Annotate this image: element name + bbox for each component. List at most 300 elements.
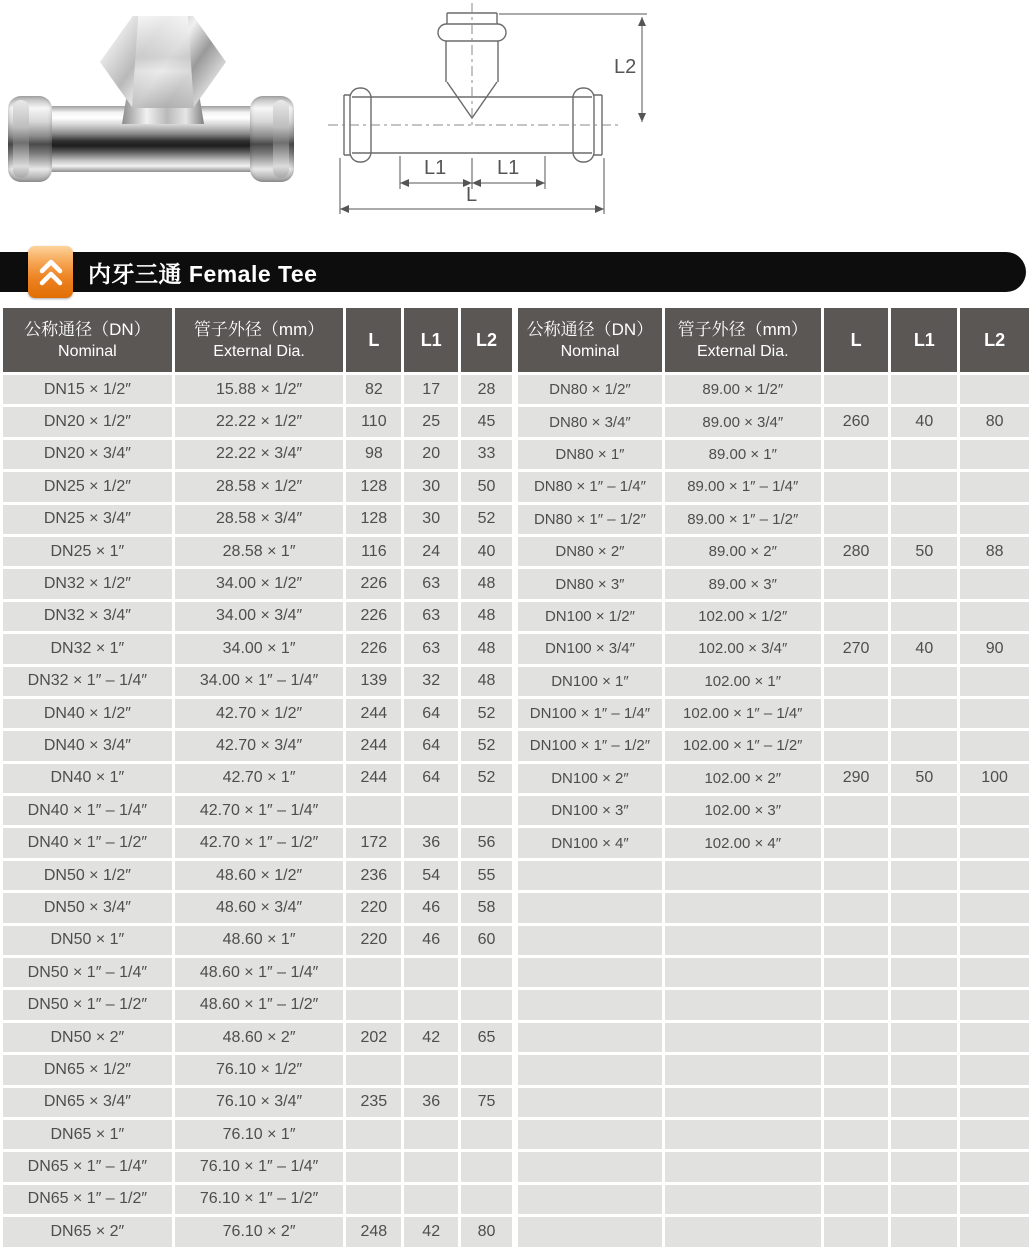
table-cell: [960, 602, 1029, 631]
table-row: [3, 1217, 512, 1246]
table-row: [3, 1023, 512, 1052]
table-cell: 172: [346, 828, 401, 857]
table-cell: [824, 828, 889, 857]
table-cell: [346, 958, 401, 987]
table-row: [518, 1152, 1029, 1181]
table-cell: [891, 699, 957, 728]
table-cell: [960, 828, 1029, 857]
table-cell: DN32 × 1/2″: [3, 569, 172, 598]
table-cell: [824, 472, 889, 501]
table-cell: [461, 1055, 512, 1084]
table-cell: [960, 731, 1029, 760]
table-row: [3, 1185, 512, 1214]
table-cell: [960, 1088, 1029, 1117]
table-row: [518, 440, 1029, 469]
table-cell: [824, 375, 889, 404]
table-cell: 28.58 × 1″: [175, 537, 344, 566]
table-cell: 48.60 × 1/2″: [175, 861, 344, 890]
table-row: [518, 1217, 1029, 1246]
table-cell: 28: [461, 375, 512, 404]
table-cell: [824, 1023, 889, 1052]
table-cell: 75: [461, 1088, 512, 1117]
table-cell: DN32 × 3/4″: [3, 602, 172, 631]
table-cell: [665, 1217, 821, 1246]
table-cell: 58: [461, 893, 512, 922]
table-row: [518, 1055, 1029, 1084]
table-cell: [824, 926, 889, 955]
table-cell: DN100 × 4″: [518, 828, 662, 857]
table-cell: 48: [461, 667, 512, 696]
table-cell: 48: [461, 569, 512, 598]
table-cell: 76.10 × 2″: [175, 1217, 344, 1246]
table-cell: [824, 1120, 889, 1149]
table-cell: DN50 × 2″: [3, 1023, 172, 1052]
table-cell: 32: [404, 667, 458, 696]
table-row: [3, 602, 512, 631]
table-row: [3, 764, 512, 793]
dimension-label-l: L: [466, 184, 478, 206]
table-cell: [960, 990, 1029, 1019]
table-cell: [960, 375, 1029, 404]
table-row: [3, 440, 512, 469]
table-cell: 50: [891, 764, 957, 793]
table-cell: DN100 × 3″: [518, 796, 662, 825]
table-cell: [824, 1185, 889, 1214]
table-row: [3, 537, 512, 566]
table-cell: [960, 699, 1029, 728]
table-cell: 48.60 × 3/4″: [175, 893, 344, 922]
table-cell: [518, 1055, 662, 1084]
table-cell: [891, 1152, 957, 1181]
table-cell: DN80 × 3″: [518, 569, 662, 598]
table-cell: [960, 1185, 1029, 1214]
table-cell: 89.00 × 2″: [665, 537, 821, 566]
table-cell: 98: [346, 440, 401, 469]
table-cell: 102.00 × 2″: [665, 764, 821, 793]
column-header: 管子外径（mm） External Dia.: [175, 308, 344, 372]
table-cell: 42.70 × 1″ – 1/4″: [175, 796, 344, 825]
table-cell: DN65 × 1/2″: [3, 1055, 172, 1084]
table-row: [3, 1055, 512, 1084]
table-cell: 30: [404, 505, 458, 534]
table-cell: [518, 990, 662, 1019]
table-cell: 64: [404, 764, 458, 793]
table-cell: [824, 958, 889, 987]
table-cell: [891, 861, 957, 890]
table-cell: 280: [824, 537, 889, 566]
table-cell: [891, 828, 957, 857]
table-cell: [665, 1023, 821, 1052]
table-cell: [665, 1152, 821, 1181]
table-cell: 48.60 × 1″ – 1/2″: [175, 990, 344, 1019]
product-photo: [6, 6, 296, 218]
table-cell: [824, 699, 889, 728]
table-cell: 36: [404, 1088, 458, 1117]
table-row: [518, 602, 1029, 631]
column-header: 管子外径（mm） External Dia.: [665, 308, 821, 372]
table-row: [3, 699, 512, 728]
table-row: [3, 990, 512, 1019]
table-cell: 52: [461, 699, 512, 728]
table-cell: DN50 × 1″: [3, 926, 172, 955]
table-cell: 22.22 × 3/4″: [175, 440, 344, 469]
table-cell: DN100 × 3/4″: [518, 634, 662, 663]
table-row: [3, 1088, 512, 1117]
table-cell: 63: [404, 602, 458, 631]
table-cell: [824, 569, 889, 598]
table-cell: [960, 1023, 1029, 1052]
table-cell: 248: [346, 1217, 401, 1246]
table-cell: 260: [824, 407, 889, 436]
table-cell: [346, 990, 401, 1019]
table-row: [3, 472, 512, 501]
table-cell: [665, 1088, 821, 1117]
table-cell: [461, 1120, 512, 1149]
table-cell: [891, 958, 957, 987]
table-row: [518, 926, 1029, 955]
table-cell: 76.10 × 3/4″: [175, 1088, 344, 1117]
double-chevron-up-icon: [28, 246, 73, 298]
table-cell: 52: [461, 731, 512, 760]
table-cell: DN80 × 1″ – 1/2″: [518, 505, 662, 534]
table-cell: 65: [461, 1023, 512, 1052]
table-cell: 100: [960, 764, 1029, 793]
table-row: [3, 731, 512, 760]
table-cell: 270: [824, 634, 889, 663]
table-cell: [824, 796, 889, 825]
table-row: [3, 1152, 512, 1181]
column-header: L2: [461, 308, 512, 372]
table-cell: [404, 990, 458, 1019]
table-cell: [346, 1185, 401, 1214]
table-cell: DN50 × 1″ – 1/2″: [3, 990, 172, 1019]
table-cell: 15.88 × 1/2″: [175, 375, 344, 404]
column-header: 公称通径（DN） Nominal: [518, 308, 662, 372]
table-cell: 48.60 × 1″ – 1/4″: [175, 958, 344, 987]
table-cell: [891, 893, 957, 922]
table-cell: 50: [891, 537, 957, 566]
table-cell: DN80 × 2″: [518, 537, 662, 566]
table-cell: DN15 × 1/2″: [3, 375, 172, 404]
table-cell: 34.00 × 1″ – 1/4″: [175, 667, 344, 696]
table-cell: DN65 × 3/4″: [3, 1088, 172, 1117]
table-row: [518, 1185, 1029, 1214]
table-cell: [891, 667, 957, 696]
table-cell: [346, 1120, 401, 1149]
table-cell: 46: [404, 893, 458, 922]
table-header-row: [518, 308, 1029, 372]
table-cell: DN40 × 1/2″: [3, 699, 172, 728]
table-cell: DN100 × 1/2″: [518, 602, 662, 631]
table-cell: [891, 375, 957, 404]
table-cell: 40: [891, 634, 957, 663]
table-row: [518, 828, 1029, 857]
dimension-label-l1-left: L1: [424, 157, 447, 179]
table-cell: 28.58 × 3/4″: [175, 505, 344, 534]
table-cell: 64: [404, 731, 458, 760]
table-row: [518, 861, 1029, 890]
table-cell: [960, 861, 1029, 890]
table-row: [518, 731, 1029, 760]
table-cell: 220: [346, 926, 401, 955]
table-cell: [960, 1120, 1029, 1149]
table-cell: 88: [960, 537, 1029, 566]
table-cell: DN40 × 1″ – 1/4″: [3, 796, 172, 825]
table-cell: [960, 796, 1029, 825]
table-row: [518, 634, 1029, 663]
column-header: 公称通径（DN） Nominal: [3, 308, 172, 372]
table-cell: [960, 505, 1029, 534]
table-cell: [518, 1088, 662, 1117]
dimension-diagram: [300, 0, 660, 232]
table-cell: 56: [461, 828, 512, 857]
table-cell: 82: [346, 375, 401, 404]
spec-tables: [0, 305, 1032, 1247]
table-cell: 220: [346, 893, 401, 922]
table-cell: [891, 505, 957, 534]
table-row: [518, 569, 1029, 598]
section-title: 内牙三通 Female Tee: [88, 260, 318, 287]
table-cell: [824, 731, 889, 760]
table-cell: 48: [461, 634, 512, 663]
spec-table-left: [0, 305, 515, 1247]
table-cell: DN80 × 3/4″: [518, 407, 662, 436]
table-row: [518, 407, 1029, 436]
table-cell: 64: [404, 699, 458, 728]
table-cell: DN25 × 1″: [3, 537, 172, 566]
table-cell: [824, 1217, 889, 1246]
table-cell: 42.70 × 1/2″: [175, 699, 344, 728]
table-cell: [665, 1185, 821, 1214]
table-cell: DN25 × 1/2″: [3, 472, 172, 501]
table-cell: [960, 958, 1029, 987]
table-cell: [461, 990, 512, 1019]
spec-table-right: [515, 305, 1032, 1247]
table-row: [518, 472, 1029, 501]
table-row: [3, 1120, 512, 1149]
table-row: [518, 667, 1029, 696]
table-cell: [891, 440, 957, 469]
table-cell: [824, 893, 889, 922]
table-cell: [518, 893, 662, 922]
table-cell: DN65 × 1″ – 1/2″: [3, 1185, 172, 1214]
press-rib-right: [273, 100, 289, 178]
table-cell: 52: [461, 764, 512, 793]
table-header-row: [3, 308, 512, 372]
table-cell: [891, 1185, 957, 1214]
table-row: [3, 893, 512, 922]
table-cell: [518, 1217, 662, 1246]
table-cell: [518, 926, 662, 955]
table-cell: DN25 × 3/4″: [3, 505, 172, 534]
table-row: [518, 796, 1029, 825]
table-row: [3, 505, 512, 534]
table-cell: [518, 1185, 662, 1214]
table-cell: 235: [346, 1088, 401, 1117]
table-cell: 89.00 × 3/4″: [665, 407, 821, 436]
table-cell: [891, 990, 957, 1019]
table-cell: DN80 × 1/2″: [518, 375, 662, 404]
table-cell: 42: [404, 1217, 458, 1246]
table-cell: [461, 1152, 512, 1181]
table-cell: 244: [346, 764, 401, 793]
table-cell: 110: [346, 407, 401, 436]
table-cell: [518, 1023, 662, 1052]
table-cell: [960, 569, 1029, 598]
table-cell: [404, 958, 458, 987]
table-cell: DN40 × 1″: [3, 764, 172, 793]
table-cell: [891, 1088, 957, 1117]
table-cell: 102.00 × 1/2″: [665, 602, 821, 631]
table-cell: 128: [346, 472, 401, 501]
table-cell: [960, 1152, 1029, 1181]
table-cell: [824, 990, 889, 1019]
table-cell: 102.00 × 4″: [665, 828, 821, 857]
table-cell: [960, 926, 1029, 955]
table-cell: [461, 958, 512, 987]
table-row: [518, 375, 1029, 404]
table-cell: [960, 893, 1029, 922]
table-cell: 48.60 × 2″: [175, 1023, 344, 1052]
table-cell: 42.70 × 1″ – 1/2″: [175, 828, 344, 857]
table-cell: 34.00 × 3/4″: [175, 602, 344, 631]
table-row: [518, 958, 1029, 987]
table-row: [3, 796, 512, 825]
table-cell: [891, 926, 957, 955]
table-cell: [346, 1152, 401, 1181]
table-cell: 22.22 × 1/2″: [175, 407, 344, 436]
table-cell: 102.00 × 1″: [665, 667, 821, 696]
table-row: [3, 861, 512, 890]
table-cell: 290: [824, 764, 889, 793]
table-cell: 50: [461, 472, 512, 501]
table-cell: 40: [891, 407, 957, 436]
table-cell: 89.00 × 3″: [665, 569, 821, 598]
table-row: [518, 1088, 1029, 1117]
press-rib-left: [13, 100, 29, 178]
table-cell: [824, 1088, 889, 1117]
table-cell: 34.00 × 1″: [175, 634, 344, 663]
table-cell: DN100 × 1″ – 1/2″: [518, 731, 662, 760]
table-cell: [665, 1120, 821, 1149]
table-cell: 202: [346, 1023, 401, 1052]
table-cell: 25: [404, 407, 458, 436]
table-cell: DN50 × 3/4″: [3, 893, 172, 922]
table-cell: 102.00 × 1″ – 1/4″: [665, 699, 821, 728]
table-cell: 76.10 × 1/2″: [175, 1055, 344, 1084]
table-cell: [665, 1055, 821, 1084]
table-cell: DN50 × 1″ – 1/4″: [3, 958, 172, 987]
table-cell: [404, 1055, 458, 1084]
table-cell: [665, 926, 821, 955]
table-cell: [824, 667, 889, 696]
table-cell: 46: [404, 926, 458, 955]
dimension-label-l2: L2: [614, 56, 637, 78]
table-cell: 55: [461, 861, 512, 890]
table-cell: 236: [346, 861, 401, 890]
table-cell: [518, 958, 662, 987]
table-cell: 226: [346, 634, 401, 663]
table-cell: [665, 893, 821, 922]
table-cell: DN32 × 1″ – 1/4″: [3, 667, 172, 696]
table-row: [3, 828, 512, 857]
table-cell: 52: [461, 505, 512, 534]
table-cell: 244: [346, 731, 401, 760]
table-cell: DN100 × 1″ – 1/4″: [518, 699, 662, 728]
table-cell: [891, 472, 957, 501]
table-cell: [891, 1055, 957, 1084]
table-row: [518, 505, 1029, 534]
table-cell: 63: [404, 634, 458, 663]
hex-nut-facet: [132, 16, 194, 108]
table-cell: DN65 × 1″ – 1/4″: [3, 1152, 172, 1181]
table-cell: 90: [960, 634, 1029, 663]
dimension-label-l1-right: L1: [497, 157, 520, 179]
table-cell: 76.10 × 1″ – 1/4″: [175, 1152, 344, 1181]
table-cell: 42: [404, 1023, 458, 1052]
table-cell: [891, 602, 957, 631]
table-cell: [824, 602, 889, 631]
table-cell: [824, 1055, 889, 1084]
table-row: [3, 926, 512, 955]
table-cell: [960, 1217, 1029, 1246]
table-cell: DN80 × 1″: [518, 440, 662, 469]
table-cell: [461, 1185, 512, 1214]
table-cell: [960, 667, 1029, 696]
table-row: [518, 1023, 1029, 1052]
column-header: L: [824, 308, 889, 372]
table-cell: 76.10 × 1″: [175, 1120, 344, 1149]
table-cell: 54: [404, 861, 458, 890]
table-cell: 33: [461, 440, 512, 469]
table-cell: 89.00 × 1″: [665, 440, 821, 469]
table-cell: 89.00 × 1″ – 1/4″: [665, 472, 821, 501]
table-cell: 48.60 × 1″: [175, 926, 344, 955]
table-cell: [346, 1055, 401, 1084]
table-row: [3, 634, 512, 663]
table-cell: 102.00 × 3/4″: [665, 634, 821, 663]
table-row: [518, 699, 1029, 728]
table-cell: [824, 440, 889, 469]
table-cell: 36: [404, 828, 458, 857]
section-title-bar: [0, 252, 1026, 292]
table-cell: 139: [346, 667, 401, 696]
table-cell: 226: [346, 602, 401, 631]
table-cell: DN32 × 1″: [3, 634, 172, 663]
table-row: [518, 990, 1029, 1019]
table-cell: 80: [461, 1217, 512, 1246]
table-row: [518, 1120, 1029, 1149]
table-cell: DN20 × 1/2″: [3, 407, 172, 436]
table-cell: 24: [404, 537, 458, 566]
table-cell: 128: [346, 505, 401, 534]
table-cell: 89.00 × 1/2″: [665, 375, 821, 404]
table-cell: 40: [461, 537, 512, 566]
table-cell: [891, 731, 957, 760]
table-cell: 28.58 × 1/2″: [175, 472, 344, 501]
table-cell: 102.00 × 3″: [665, 796, 821, 825]
table-cell: 17: [404, 375, 458, 404]
table-cell: [891, 796, 957, 825]
column-header: L1: [404, 308, 458, 372]
table-cell: DN50 × 1/2″: [3, 861, 172, 890]
table-cell: 42.70 × 1″: [175, 764, 344, 793]
table-row: [518, 537, 1029, 566]
table-row: [3, 958, 512, 987]
table-cell: 76.10 × 1″ – 1/2″: [175, 1185, 344, 1214]
table-cell: [518, 1120, 662, 1149]
table-cell: [346, 796, 401, 825]
